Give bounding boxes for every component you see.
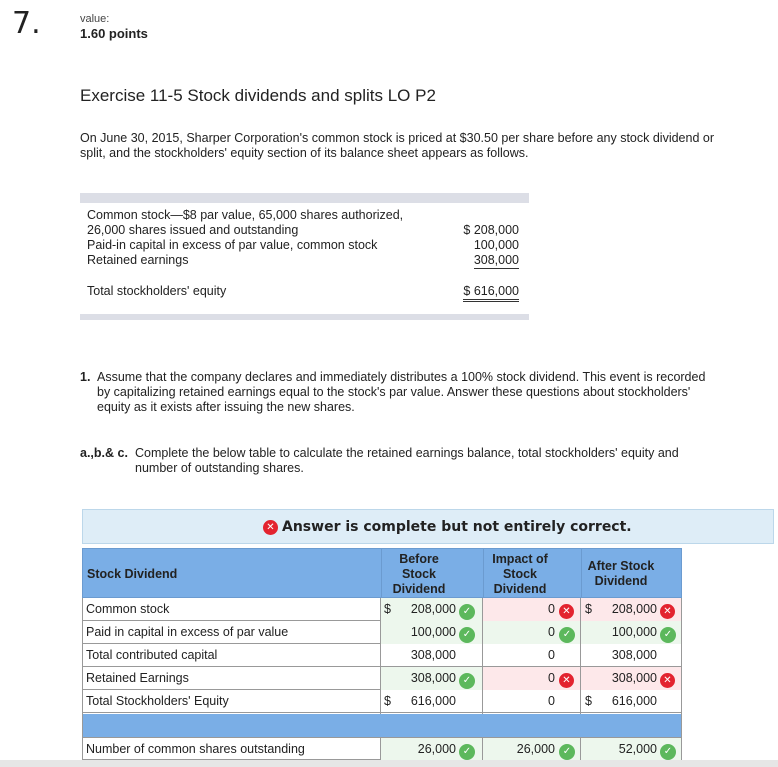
after-value-input[interactable]: 100,000 <box>611 625 657 639</box>
x-circle-icon: ✕ <box>263 520 278 535</box>
table-row-shares <box>82 737 682 760</box>
check-circle-icon: ✓ <box>459 673 475 689</box>
bs-row-common-stock-line2: 26,000 shares issued and outstanding <box>87 223 299 237</box>
x-circle-icon: ✕ <box>559 604 574 619</box>
dollar-sign: $ <box>585 694 592 708</box>
header-after <box>581 559 661 589</box>
question-1-number: 1. <box>80 370 91 384</box>
row-label: Number of common shares outstanding <box>86 742 305 756</box>
dollar-sign: $ <box>585 602 592 616</box>
header-impact-line3: Dividend <box>493 582 547 596</box>
after-value: 616,000 <box>611 694 657 708</box>
header-impact <box>481 552 559 597</box>
check-circle-icon: ✓ <box>559 744 575 760</box>
after-value-input[interactable]: 308,000 <box>611 671 657 685</box>
question-abc <box>80 446 720 476</box>
table-separator-band <box>82 714 682 737</box>
before-value-input[interactable]: 208,000 <box>410 602 456 616</box>
check-circle-icon: ✓ <box>459 627 475 643</box>
bs-row-paid-in-capital: Paid-in capital in excess of par value, common stock <box>87 238 378 252</box>
table-row <box>82 690 682 713</box>
bs-amount-retained-earnings: 308,000 <box>473 253 519 267</box>
impact-value: 0 <box>548 648 555 662</box>
balance-sheet-bottom-band <box>80 314 529 320</box>
header-after-line2: Dividend <box>594 574 648 588</box>
bs-row-retained-earnings: Retained earnings <box>87 253 189 267</box>
bs-amount-paid-in-capital: 100,000 <box>473 238 519 252</box>
dollar-sign: $ <box>384 602 391 616</box>
row-label: Total contributed capital <box>86 648 218 662</box>
header-before-line3: Dividend <box>392 582 446 596</box>
check-circle-icon: ✓ <box>459 604 475 620</box>
row-label: Common stock <box>86 602 170 616</box>
header-stock-dividend: Stock Dividend <box>87 567 178 581</box>
answer-status-text: Answer is complete but not entirely correct. <box>282 519 632 535</box>
impact-value: 0 <box>548 694 555 708</box>
impact-value-input[interactable]: 0 <box>548 671 555 685</box>
x-circle-icon: ✕ <box>660 604 675 619</box>
impact-shares-input[interactable]: 26,000 <box>516 742 555 756</box>
bs-row-common-stock-line1: Common stock—$8 par value, 65,000 shares authorized, <box>87 208 404 222</box>
row-label: Total Stockholders' Equity <box>86 694 229 708</box>
table-row <box>82 621 682 644</box>
before-value-input[interactable]: 308,000 <box>410 671 456 685</box>
bs-total-label: Total stockholders' equity <box>87 284 227 298</box>
after-value: 308,000 <box>611 648 657 662</box>
header-before <box>379 552 459 597</box>
points-value: 1.60 points <box>80 26 148 41</box>
row-label: Paid in capital in excess of par value <box>86 625 289 639</box>
exercise-title: Exercise 11-5 Stock dividends and splits LO P2 <box>80 86 436 105</box>
x-circle-icon: ✕ <box>559 673 574 688</box>
table-header <box>82 548 682 598</box>
question-abc-text: Complete the below table to calculate the retained earnings balance, total stockholders' equity and number of outstanding shares. <box>135 446 679 475</box>
question-1 <box>80 370 720 415</box>
check-circle-icon: ✓ <box>660 744 676 760</box>
balance-sheet <box>80 193 529 320</box>
answer-status-banner <box>82 509 774 544</box>
header-before-line2: Stock <box>401 567 437 581</box>
balance-sheet-top-band <box>80 193 529 203</box>
question-1-text: Assume that the company declares and immediately distributes a 100% stock dividend. This event is recorded by capitalizing retained earnings equal to the stock's par value. Answer these questions about stockholders' equity as it exists after issuing the new shares. <box>97 370 706 414</box>
question-number: 7. <box>12 6 41 41</box>
check-circle-icon: ✓ <box>559 627 575 643</box>
question-abc-number: a.,b.& c. <box>80 446 128 460</box>
header-impact-line2: Stock <box>502 567 538 581</box>
after-value-input[interactable]: 208,000 <box>611 602 657 616</box>
table-row <box>82 667 682 690</box>
before-value: 616,000 <box>410 694 456 708</box>
exercise-intro: On June 30, 2015, Sharper Corporation's common stock is priced at $30.50 per share before any stock dividend or split, and the stockholders' equity section of its balance sheet appears as follows. <box>80 131 714 160</box>
header-before-line1: Before <box>399 552 439 566</box>
after-shares-input[interactable]: 52,000 <box>618 742 657 756</box>
page-bottom-divider <box>0 760 778 767</box>
check-circle-icon: ✓ <box>459 744 475 760</box>
x-circle-icon: ✕ <box>660 673 675 688</box>
before-value: 308,000 <box>410 648 456 662</box>
before-shares-input[interactable]: 26,000 <box>417 742 456 756</box>
impact-value-input[interactable]: 0 <box>548 602 555 616</box>
dollar-sign: $ <box>384 694 391 708</box>
value-label: value: <box>80 13 110 25</box>
table-row <box>82 598 682 621</box>
header-impact-line1: Impact of <box>492 552 548 566</box>
header-after-line1: After Stock <box>587 559 655 573</box>
check-circle-icon: ✓ <box>660 627 676 643</box>
impact-value-input[interactable]: 0 <box>548 625 555 639</box>
bs-amount-common-stock: $ 208,000 <box>463 223 519 237</box>
before-value-input[interactable]: 100,000 <box>410 625 456 639</box>
row-label: Retained Earnings <box>86 671 189 685</box>
table-row <box>82 644 682 667</box>
bs-total-amount: $ 616,000 <box>463 284 519 302</box>
